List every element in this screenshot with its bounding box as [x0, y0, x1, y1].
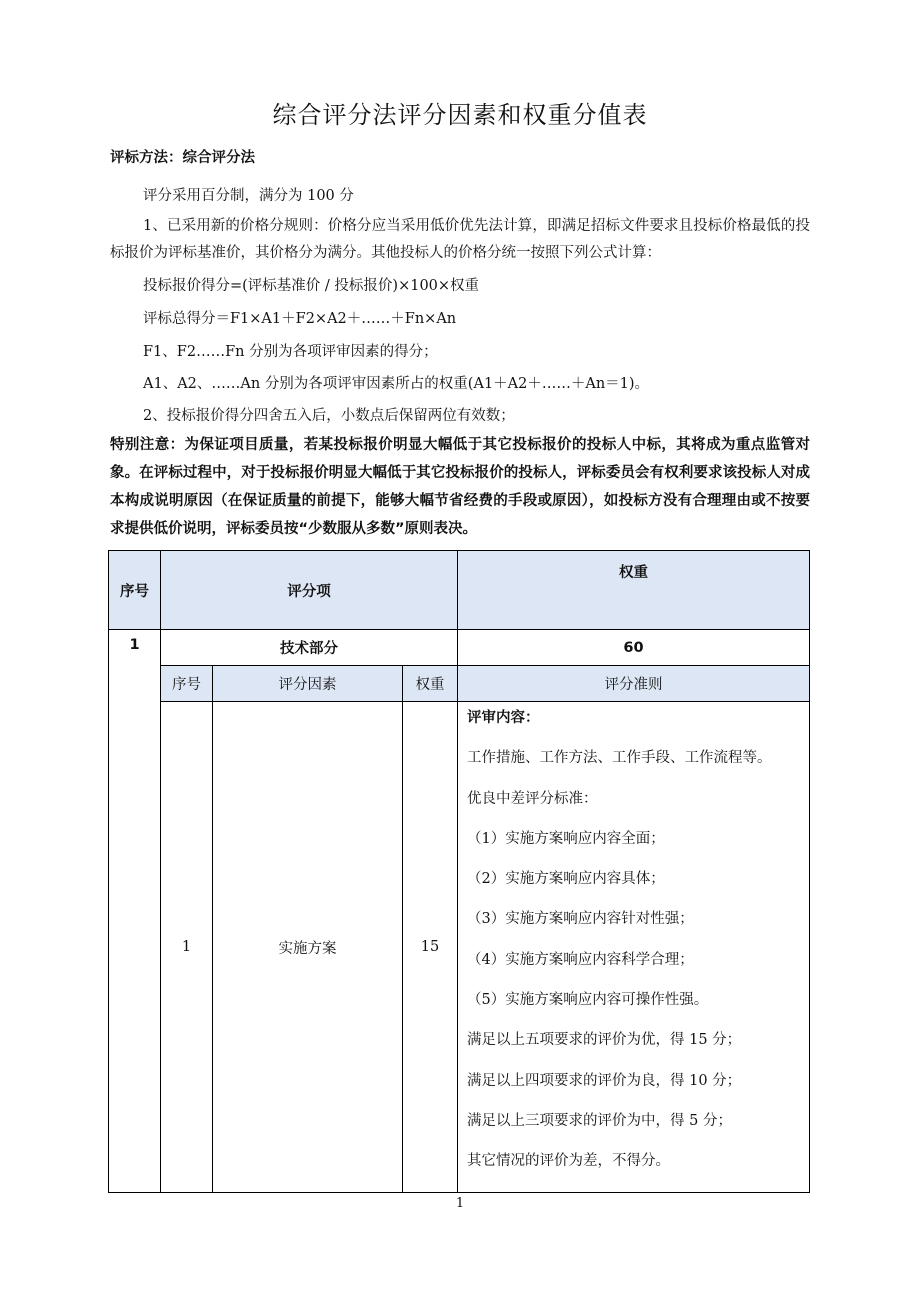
criteria-line: （3）实施方案响应内容针对性强； — [467, 911, 694, 928]
sub-header-factor: 评分因素 — [213, 666, 403, 702]
criteria-line: 满足以上三项要求的评价为中，得 5 分； — [467, 1112, 732, 1129]
criteria-line: （5）实施方案响应内容可操作性强。 — [467, 992, 709, 1009]
page-number: 1 — [455, 1196, 465, 1211]
sub-header-weight: 权重 — [403, 666, 458, 702]
page-title: 综合评分法评分因素和权重分值表 — [272, 101, 648, 129]
scoring-table — [108, 550, 810, 1193]
text-line-rounding: 2、投标报价得分四舍五入后，小数点后保留两位有效数； — [143, 408, 515, 424]
criteria-line: 其它情况的评价为差，不得分。 — [467, 1153, 671, 1170]
table-header-row — [109, 551, 810, 630]
criteria-line: （4）实施方案响应内容科学合理； — [467, 951, 694, 968]
text-line-score-system: 评分采用百分制，满分为 100 分 — [143, 188, 354, 204]
criteria-line: （2）实施方案响应内容具体； — [467, 871, 665, 888]
sub-header-criteria: 评分准则 — [458, 666, 810, 702]
text-line-f-definition: F1、F2……Fn 分别为各项评审因素的得分； — [143, 344, 438, 360]
sub-header-row — [109, 666, 810, 702]
special-notice: 特别注意：为保证项目质量，若某投标报价明显大幅低于其它投标报价的投标人中标，其将成为重点监管对象。在评标过程中，对于投标报价明显大幅低于其它投标报价的投标人，评标委员会有权利要求该投标人对成本构成说明原因（在保证质量的前提下，能够大幅节省经费的手段或原因），如投标方没有合理理由或不按要求提供低价说明，评标委员按“少数服从多数”原则表决。 — [110, 437, 810, 537]
criteria-line: （1）实施方案响应内容全面； — [467, 830, 665, 847]
text-paragraph-price-rule: 1、已采用新的价格分规则：价格分应当采用低价优先法计算，即满足招标文件要求且投标价格最低的投标报价为评标基准价，其价格分为满分。其他投标人的价格分统一按照下列公式计算： — [110, 218, 810, 261]
table-row — [109, 702, 810, 1193]
row-factor: 实施方案 — [213, 702, 403, 1193]
text-line-a-definition: A1、A2、……An 分别为各项评审因素所占的权重(A1＋A2＋……＋An＝1)。 — [143, 376, 650, 392]
method-label: 评标方法：综合评分法 — [110, 150, 255, 166]
header-weight: 权重 — [458, 551, 810, 630]
sub-header-seq: 序号 — [161, 666, 213, 702]
header-seq: 序号 — [109, 551, 161, 630]
text-line-price-formula: 投标报价得分=(评标基准价 / 投标报价)×100×权重 — [143, 278, 480, 294]
header-item: 评分项 — [161, 551, 458, 630]
row-weight: 15 — [403, 702, 458, 1193]
section-weight: 60 — [458, 630, 810, 666]
criteria-line: 优良中差评分标准： — [467, 790, 598, 807]
criteria-line: 评审内容： — [467, 710, 540, 726]
criteria-line: 满足以上五项要求的评价为优，得 15 分； — [467, 1032, 742, 1049]
text-line-total-formula: 评标总得分＝F1×A1＋F2×A2＋……＋Fn×An — [143, 311, 457, 327]
section-seq: 1 — [109, 630, 161, 1193]
criteria-line: 满足以上四项要求的评价为良，得 10 分； — [467, 1072, 742, 1089]
row-seq: 1 — [161, 702, 213, 1193]
section-row — [109, 630, 810, 666]
row-criteria — [458, 702, 810, 1193]
section-name: 技术部分 — [161, 630, 458, 666]
criteria-line: 工作措施、工作方法、工作手段、工作流程等。 — [467, 750, 772, 767]
